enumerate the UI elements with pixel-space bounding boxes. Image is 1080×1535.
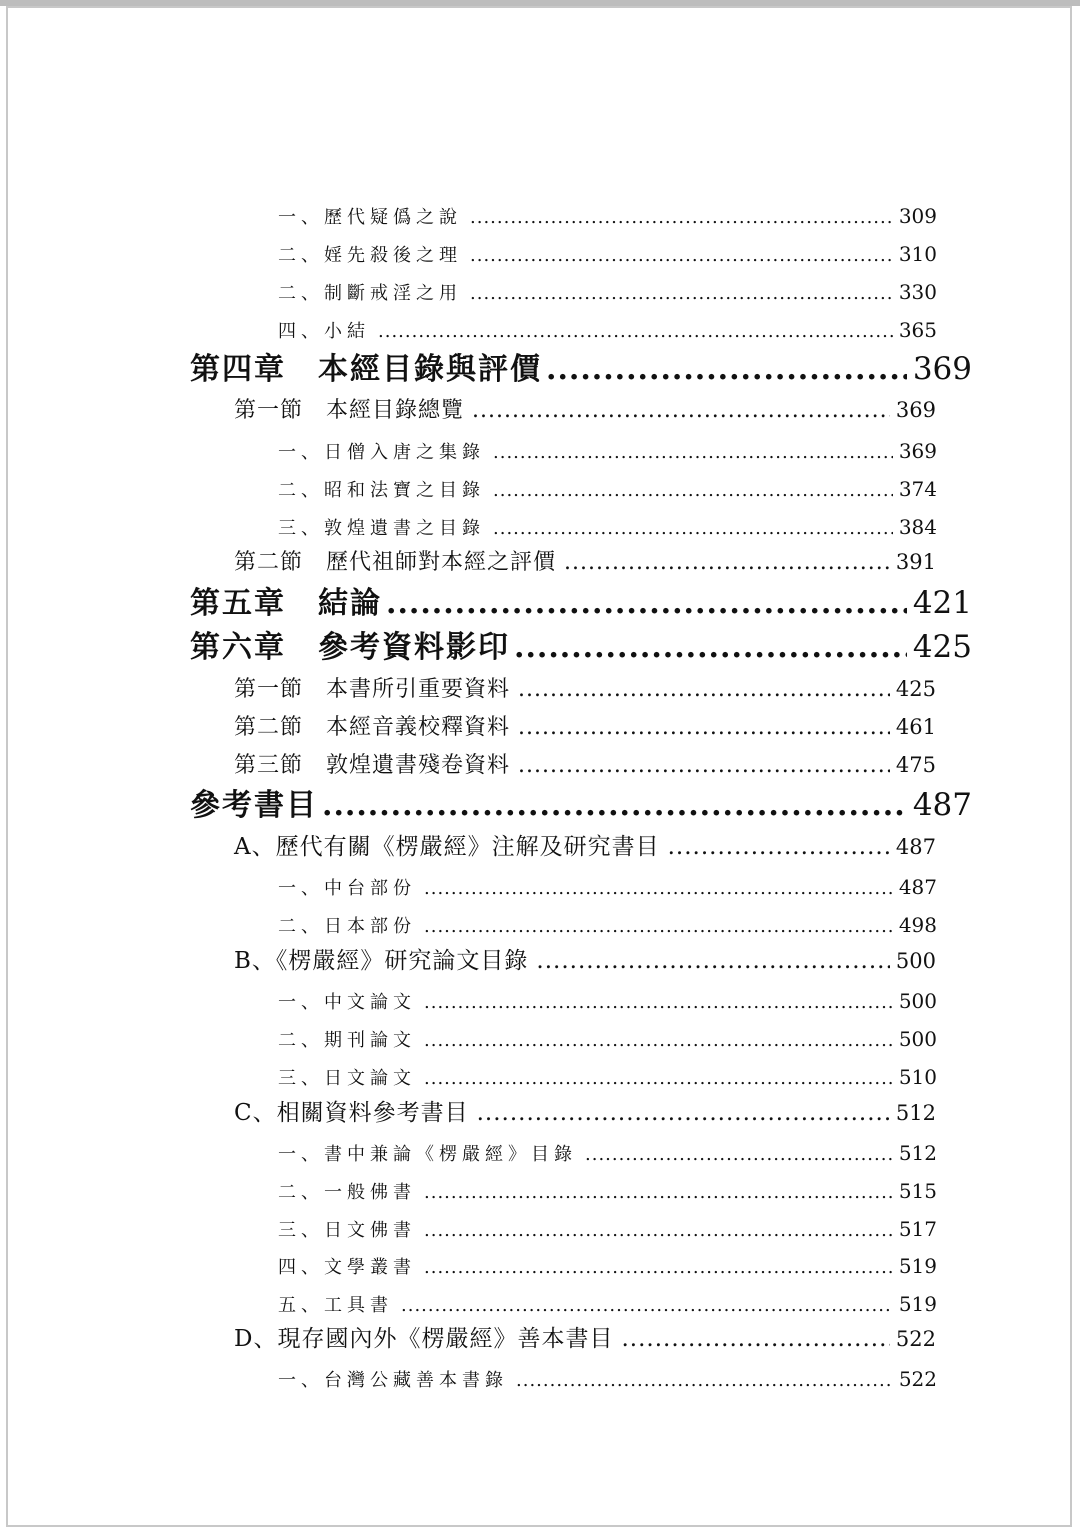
toc-entry-label: 一、中文論文	[278, 992, 416, 1013]
toc-entry-page: 365	[898, 318, 937, 342]
dot-leader	[424, 994, 893, 1012]
toc-entry-page: 519	[898, 1254, 937, 1278]
toc-entry-label: 二、一般佛書	[278, 1182, 416, 1203]
toc-entry-page: 522	[898, 1367, 937, 1391]
toc-entry-label: 三、敦煌遺書之目錄	[278, 518, 485, 539]
toc-chapter	[190, 787, 972, 823]
toc-group	[234, 836, 936, 859]
toc-entry-label: 一、日僧入唐之集錄	[278, 442, 485, 463]
toc-entry-page: 487	[898, 875, 937, 899]
toc-entry	[278, 1219, 937, 1240]
toc-entry-page: 384	[898, 515, 937, 539]
dot-leader	[424, 1184, 893, 1202]
toc-group-label: C、相關資料參考書目	[234, 1100, 469, 1126]
toc-section-page: 369	[895, 398, 936, 422]
toc-group-page: 522	[895, 1327, 936, 1351]
toc-entry	[278, 206, 937, 227]
dot-leader	[514, 633, 907, 663]
toc-group-page: 500	[895, 949, 936, 973]
dot-leader	[477, 1102, 890, 1125]
toc-entry-page: 519	[898, 1292, 937, 1316]
toc-section	[234, 400, 936, 422]
dot-leader	[668, 836, 890, 859]
toc-group-label: B、《楞嚴經》研究論文目錄	[234, 948, 529, 974]
dot-leader	[322, 791, 907, 821]
dot-leader	[424, 880, 893, 898]
toc-section	[234, 755, 936, 777]
toc-entry	[278, 1029, 937, 1050]
dot-leader	[536, 950, 890, 973]
toc-chapter-label: 第四章 本經目錄與評價	[190, 352, 542, 387]
dot-leader	[470, 285, 893, 303]
dot-leader	[470, 209, 893, 227]
toc-section-label: 第二節 歷代祖師對本經之評價	[234, 550, 557, 575]
dot-leader	[386, 589, 907, 619]
toc-entry-label: 四、小結	[278, 321, 370, 342]
toc-entry-page: 515	[898, 1179, 937, 1203]
dot-leader	[564, 552, 890, 574]
toc-chapter-label: 第六章 參考資料影印	[190, 630, 510, 665]
toc-chapter-label: 第五章 結論	[190, 586, 382, 621]
toc-section-page: 461	[895, 715, 936, 739]
toc-entry	[278, 479, 937, 500]
dot-leader	[424, 1259, 893, 1277]
dot-leader	[424, 918, 893, 936]
toc-entry-label: 一、書中兼論《楞嚴經》目錄	[278, 1144, 577, 1165]
toc-section	[234, 552, 936, 574]
dot-leader	[518, 717, 890, 739]
toc-entry-page: 512	[898, 1141, 937, 1165]
toc-entry-page: 309	[898, 204, 937, 228]
toc-section-label: 第三節 敦煌遺書殘卷資料	[234, 753, 511, 778]
toc-chapter-page: 369	[912, 351, 972, 387]
toc-section-page: 391	[895, 550, 936, 574]
toc-entry-label: 四、文學叢書	[278, 1257, 416, 1278]
toc-chapter	[190, 629, 972, 665]
toc-group-label: A、歷代有關《楞嚴經》注解及研究書目	[234, 834, 660, 860]
toc-entry-label: 二、昭和法寶之目錄	[278, 480, 485, 501]
dot-leader	[493, 520, 893, 538]
dot-leader	[516, 1372, 893, 1390]
toc-section-page: 425	[895, 677, 936, 701]
toc-chapter-page: 487	[912, 787, 972, 823]
toc-entry-label: 三、日文佛書	[278, 1220, 416, 1241]
toc-entry	[278, 1143, 937, 1164]
toc-entry-page: 369	[898, 439, 937, 463]
dot-leader	[424, 1222, 893, 1240]
toc-group	[234, 1328, 936, 1351]
toc-entry	[278, 282, 937, 303]
dot-leader	[472, 400, 890, 422]
toc-chapter	[190, 351, 972, 387]
toc-entry	[278, 915, 937, 936]
dot-leader	[470, 247, 893, 265]
toc-entry-page: 510	[898, 1065, 937, 1089]
toc-entry-page: 330	[898, 280, 937, 304]
toc-section-label: 第二節 本經音義校釋資料	[234, 715, 511, 740]
toc-group-label: D、現存國內外《楞嚴經》善本書目	[234, 1326, 614, 1352]
dot-leader	[585, 1146, 893, 1164]
toc-entry-page: 500	[898, 989, 937, 1013]
dot-leader	[424, 1070, 893, 1088]
toc-entry-label: 一、台灣公藏善本書錄	[278, 1370, 508, 1391]
toc-group	[234, 950, 936, 973]
toc-section	[234, 679, 936, 701]
dot-leader	[378, 323, 893, 341]
toc-entry-label: 五、工具書	[278, 1295, 393, 1316]
dot-leader	[493, 482, 893, 500]
toc-section	[234, 717, 936, 739]
toc-group-page: 487	[895, 835, 936, 859]
dot-leader	[493, 444, 893, 462]
toc-entry	[278, 1256, 937, 1277]
toc-entry-page: 310	[898, 242, 937, 266]
toc-entry	[278, 517, 937, 538]
toc-chapter	[190, 585, 972, 621]
toc-entry	[278, 1067, 937, 1088]
toc-entry	[278, 1294, 937, 1315]
toc-entry	[278, 441, 937, 462]
dot-leader	[401, 1297, 893, 1315]
toc-chapter-label: 參考書目	[190, 788, 318, 823]
toc-section-page: 475	[895, 753, 936, 777]
toc-entry-label: 二、期刊論文	[278, 1030, 416, 1051]
toc-entry-page: 374	[898, 477, 937, 501]
toc-entry	[278, 877, 937, 898]
toc-entry-label: 一、中台部份	[278, 878, 416, 899]
toc-entry-page: 517	[898, 1217, 937, 1241]
dot-leader	[424, 1032, 893, 1050]
toc-section-label: 第一節 本書所引重要資料	[234, 677, 511, 702]
toc-group	[234, 1102, 936, 1125]
dot-leader	[518, 679, 890, 701]
toc-entry-label: 二、婬先殺後之理	[278, 245, 462, 266]
toc-entry	[278, 1369, 937, 1390]
dot-leader	[621, 1328, 889, 1351]
toc-entry	[278, 320, 937, 341]
toc-entry-page: 500	[898, 1027, 937, 1051]
dot-leader	[546, 355, 907, 385]
toc-chapter-page: 425	[912, 629, 972, 665]
toc-entry-label: 二、日本部份	[278, 916, 416, 937]
toc-group-page: 512	[895, 1101, 936, 1125]
toc-entry-label: 三、日文論文	[278, 1068, 416, 1089]
toc-entry-label: 二、制斷戒淫之用	[278, 283, 462, 304]
toc-section-label: 第一節 本經目錄總覽	[234, 398, 465, 423]
toc-entry	[278, 1181, 937, 1202]
toc-entry	[278, 244, 937, 265]
toc-entry-label: 一、歷代疑僞之說	[278, 207, 462, 228]
toc-entry-page: 498	[898, 913, 937, 937]
dot-leader	[518, 755, 890, 777]
toc-chapter-page: 421	[912, 585, 972, 621]
toc-entry	[278, 991, 937, 1012]
